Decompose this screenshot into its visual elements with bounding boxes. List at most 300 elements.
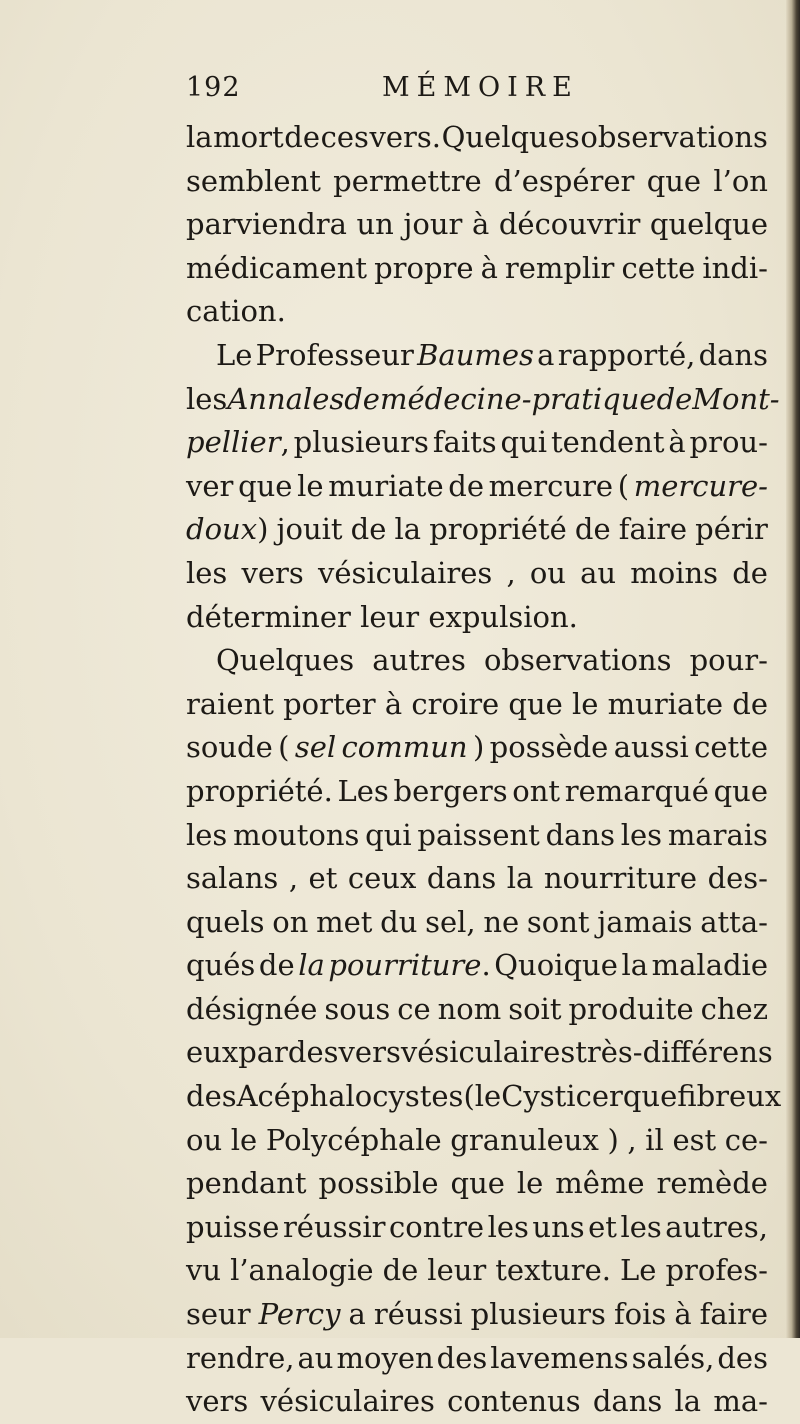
text-run: très-différens (575, 1035, 773, 1070)
text-run: ceux (347, 861, 417, 896)
word (627, 1119, 636, 1163)
text-run: de (382, 1253, 419, 1288)
word (318, 552, 492, 596)
text-run: raient (186, 686, 274, 721)
word (277, 508, 343, 552)
text-run: par (238, 1035, 288, 1070)
word (298, 1337, 334, 1381)
word (621, 247, 695, 291)
running-title: MÉMOIRE (382, 72, 579, 103)
word (238, 1031, 288, 1075)
word (537, 334, 554, 378)
text-run: la (186, 120, 213, 154)
word (530, 552, 566, 596)
word (186, 378, 227, 422)
italic-text: Baumes (417, 337, 534, 372)
text-run: indi- (702, 250, 768, 285)
text-run: l’on (713, 163, 768, 198)
text-run: quels (186, 904, 265, 939)
text-line (186, 1162, 768, 1206)
word (488, 1206, 529, 1250)
text-run: soude (186, 730, 273, 765)
text-run: a (537, 337, 555, 372)
word (417, 814, 539, 858)
text-run: eux (186, 1035, 239, 1070)
body-text (186, 116, 782, 1424)
word (344, 378, 380, 422)
word (593, 1380, 662, 1424)
word (448, 465, 484, 509)
text-run: qui (365, 817, 412, 852)
word (701, 988, 768, 1032)
text-run: atta- (700, 904, 768, 939)
word (186, 857, 278, 901)
text-run: vésiculaires (317, 555, 493, 590)
italic-text: commun (341, 730, 468, 765)
text-run: vers (241, 555, 304, 590)
word (620, 1206, 661, 1250)
text-run: la (394, 512, 422, 547)
text-run: remède (656, 1166, 768, 1201)
word (732, 683, 768, 727)
word (484, 639, 672, 683)
word (289, 857, 298, 901)
text-run: le (572, 686, 599, 721)
word (429, 508, 567, 552)
text-run: dans (698, 337, 768, 372)
word (216, 639, 354, 683)
text-run: la (674, 1384, 702, 1419)
text-line (186, 116, 768, 160)
word (394, 770, 508, 814)
word (517, 1162, 543, 1206)
text-run: met (316, 904, 373, 939)
text-run: vers (186, 1384, 249, 1419)
word (186, 1162, 307, 1206)
word (186, 116, 213, 160)
text-run: la (621, 948, 649, 983)
word (186, 1337, 295, 1381)
text-run: Polycéphale (265, 1122, 442, 1157)
word (619, 508, 687, 552)
word (490, 726, 609, 770)
word (186, 203, 347, 247)
text-run: faits (432, 425, 497, 460)
italic-text: Mont- (692, 381, 780, 416)
text-run: rendre, (186, 1340, 295, 1375)
text-run: contenus (447, 1384, 581, 1419)
text-run: de (350, 512, 387, 547)
text-run: ) (472, 730, 485, 765)
text-run: de (732, 555, 768, 590)
text-run: , (288, 861, 299, 896)
text-run: prou- (689, 425, 768, 460)
word (495, 1249, 611, 1293)
text-run: vésiculaires (400, 1035, 576, 1070)
text-run: sel, (425, 904, 476, 939)
text-run: qués (186, 948, 256, 983)
text-run: des (436, 1340, 488, 1375)
text-line (186, 683, 768, 727)
word (700, 901, 768, 945)
text-run: croire (411, 686, 500, 721)
text-run: l’analogie (230, 1253, 374, 1288)
text-run: jouit (276, 512, 343, 547)
text-run: chez (700, 991, 768, 1026)
text-run: ( (278, 730, 290, 765)
text-run: ) (257, 512, 269, 547)
word (231, 1119, 257, 1163)
text-run: ) (607, 1122, 619, 1157)
text-run: du (380, 904, 418, 939)
word (227, 378, 344, 422)
word (668, 421, 685, 465)
word (383, 1249, 419, 1293)
word (186, 1380, 248, 1424)
text-run: à (668, 425, 686, 460)
word (483, 901, 519, 945)
word (297, 465, 323, 509)
text-run: (le (463, 1079, 502, 1114)
text-run: des (717, 1340, 768, 1375)
text-run: ou (529, 555, 566, 590)
text-run: porter (283, 686, 376, 721)
text-run: réussir (282, 1209, 386, 1244)
word (471, 1293, 606, 1337)
word (266, 1119, 442, 1163)
word (702, 247, 768, 291)
word (401, 1031, 575, 1075)
text-run: et (588, 1209, 617, 1244)
text-run: à (384, 686, 403, 721)
text-run: nourriture (543, 861, 698, 896)
word (283, 1206, 386, 1250)
text-line (186, 247, 768, 291)
text-run: pendant (186, 1166, 307, 1201)
word (186, 1119, 222, 1163)
text-run: leur (427, 1253, 487, 1288)
text-line (186, 1031, 773, 1075)
text-line (186, 901, 768, 945)
word (186, 508, 268, 552)
word (494, 160, 634, 204)
word (657, 378, 693, 422)
word (447, 1380, 580, 1424)
text-run: vésiculaires (260, 1384, 435, 1419)
text-run: à (674, 1297, 692, 1332)
word (506, 552, 515, 596)
word (186, 465, 233, 509)
word (621, 814, 662, 858)
text-run: possible (318, 1166, 439, 1201)
text-run: les (186, 817, 228, 852)
text-run: tendent (550, 425, 665, 460)
text-run: cation. (186, 294, 286, 329)
word (338, 770, 389, 814)
word (186, 421, 290, 465)
text-line (186, 770, 768, 814)
text-run: pour- (689, 643, 768, 678)
text-run: que (508, 686, 563, 721)
word (294, 421, 429, 465)
text-run: déterminer (186, 599, 351, 634)
word (437, 1337, 488, 1381)
text-run: désignée (186, 991, 318, 1026)
word (259, 944, 295, 988)
text-run: ne (483, 904, 520, 939)
word (527, 901, 590, 945)
word (614, 1293, 666, 1337)
italic-text: médecine-pratique (379, 381, 657, 416)
word (186, 247, 367, 291)
word (674, 1293, 691, 1337)
text-run: que (713, 773, 768, 808)
text-run: ou (186, 1122, 223, 1157)
text-run: bergers (393, 773, 508, 808)
text-line (186, 334, 768, 378)
word (278, 726, 289, 770)
text-run: observations (580, 120, 768, 154)
word (186, 1031, 238, 1075)
text-run: que (646, 163, 702, 198)
word (427, 1249, 486, 1293)
text-line (186, 290, 768, 334)
text-run: ver (186, 468, 234, 503)
text-run: de (284, 120, 320, 154)
text-run: paissent (417, 817, 540, 852)
word (389, 1206, 484, 1250)
text-line (186, 421, 768, 465)
word (473, 726, 484, 770)
italic-text: de (656, 381, 693, 416)
text-run: ( (617, 468, 630, 503)
word (428, 596, 578, 640)
word (608, 683, 723, 727)
text-run: nom (437, 991, 502, 1026)
text-run: cette (621, 250, 696, 285)
text-run: Professeur (255, 337, 414, 372)
word (507, 857, 534, 901)
text-line (186, 160, 768, 204)
text-run: moins (630, 555, 719, 590)
text-run: . (481, 948, 491, 983)
word (328, 465, 443, 509)
text-run: il (645, 1122, 664, 1157)
word (342, 726, 468, 770)
word (572, 683, 598, 727)
text-run: réussi (373, 1297, 463, 1332)
word (634, 465, 768, 509)
text-run: possède (489, 730, 609, 765)
word (512, 770, 560, 814)
text-run: ce- (724, 1122, 768, 1157)
word (575, 1031, 773, 1075)
word (575, 508, 611, 552)
text-run: découvrir (498, 207, 641, 242)
word (558, 334, 696, 378)
text-run: leur (360, 599, 420, 634)
text-run: marais (667, 817, 768, 852)
word (385, 683, 402, 727)
word (620, 1249, 656, 1293)
text-line (186, 857, 768, 901)
word (238, 465, 292, 509)
word (505, 247, 615, 291)
text-line (186, 1293, 768, 1337)
text-run: soit (508, 991, 562, 1026)
word (690, 421, 768, 465)
text-line (186, 1249, 768, 1293)
text-line (186, 552, 768, 596)
word (357, 203, 394, 247)
text-run: à (480, 250, 498, 285)
text-run: ont (512, 773, 561, 808)
text-run: Le (216, 337, 253, 372)
text-run: remarqué (564, 773, 709, 808)
word (450, 1119, 599, 1163)
text-run: uns (532, 1209, 585, 1244)
word (489, 465, 613, 509)
word (336, 1337, 433, 1381)
word (186, 160, 321, 204)
word (472, 203, 489, 247)
word (186, 726, 273, 770)
word (565, 770, 709, 814)
italic-text: pellier (186, 425, 281, 460)
text-run: les (186, 381, 228, 416)
text-run: fibreux (677, 1079, 782, 1114)
text-line (186, 378, 780, 422)
word (186, 1249, 221, 1293)
text-run: , (506, 555, 516, 590)
word (186, 1293, 251, 1337)
word (657, 1162, 768, 1206)
text-run: à (471, 207, 490, 242)
word (508, 683, 562, 727)
text-run: les (186, 555, 228, 590)
word (668, 814, 768, 858)
italic-text: doux (186, 512, 258, 547)
word (403, 203, 462, 247)
word (374, 247, 473, 291)
word (328, 944, 490, 988)
text-run: un (356, 207, 394, 242)
text-line (186, 1206, 768, 1250)
text-line (186, 944, 768, 988)
word (621, 944, 648, 988)
word (372, 639, 466, 683)
word (380, 378, 657, 422)
word (630, 552, 718, 596)
word (237, 1075, 464, 1119)
text-line (186, 1075, 782, 1119)
word (284, 116, 320, 160)
text-run: moyen (336, 1340, 434, 1375)
text-run: de (732, 686, 768, 721)
word (618, 465, 629, 509)
word (438, 988, 502, 1032)
text-run: faire (618, 512, 688, 547)
word (333, 160, 482, 204)
text-run: des (287, 1035, 339, 1070)
text-run: est (672, 1122, 717, 1157)
word (186, 552, 227, 596)
text-run: les (487, 1209, 529, 1244)
text-run: le (230, 1122, 258, 1157)
word (699, 334, 768, 378)
text-run: périr (695, 512, 768, 547)
text-run: Acéphalocystes (236, 1079, 464, 1114)
text-run: rapporté, (557, 337, 696, 372)
page-gutter-edge (786, 0, 800, 1338)
word (568, 988, 693, 1032)
word (288, 1031, 339, 1075)
word (692, 378, 779, 422)
text-run: profes- (665, 1253, 768, 1288)
word (365, 814, 412, 858)
word (186, 1206, 279, 1250)
word (186, 290, 286, 334)
word (732, 552, 768, 596)
text-run: Cysticerque (501, 1079, 678, 1114)
word (501, 1075, 677, 1119)
text-line (186, 1337, 768, 1381)
text-line (186, 1380, 768, 1424)
word (490, 1337, 628, 1381)
text-run: le (516, 1166, 544, 1201)
text-run: que (450, 1166, 505, 1201)
text-line (186, 508, 768, 552)
word (216, 334, 252, 378)
word (725, 1119, 768, 1163)
word (295, 726, 336, 770)
text-run: propriété. (186, 773, 333, 808)
text-run: dans (592, 1384, 663, 1419)
word (186, 944, 255, 988)
word (319, 1162, 439, 1206)
word (607, 1119, 618, 1163)
word (427, 857, 496, 901)
word (186, 770, 333, 814)
word (186, 596, 351, 640)
word (348, 857, 416, 901)
word (713, 160, 768, 204)
text-run: autres, (665, 1209, 768, 1244)
text-run: Le (620, 1253, 657, 1288)
word (442, 116, 580, 160)
word (433, 421, 497, 465)
text-line (186, 1119, 768, 1163)
word (256, 334, 414, 378)
text-run: des- (707, 861, 768, 896)
word (652, 944, 768, 988)
word (451, 1162, 505, 1206)
text-run: les (620, 1209, 662, 1244)
text-run: ma- (713, 1384, 768, 1419)
word (665, 1249, 767, 1293)
text-run: ce (397, 991, 431, 1026)
word (694, 726, 768, 770)
word (494, 944, 618, 988)
text-run: dans (545, 817, 615, 852)
word (411, 683, 499, 727)
text-run: , (627, 1122, 637, 1157)
text-run: salans (186, 861, 279, 896)
word (324, 988, 390, 1032)
word (717, 1337, 768, 1381)
word (508, 988, 561, 1032)
text-run: vu (186, 1253, 222, 1288)
